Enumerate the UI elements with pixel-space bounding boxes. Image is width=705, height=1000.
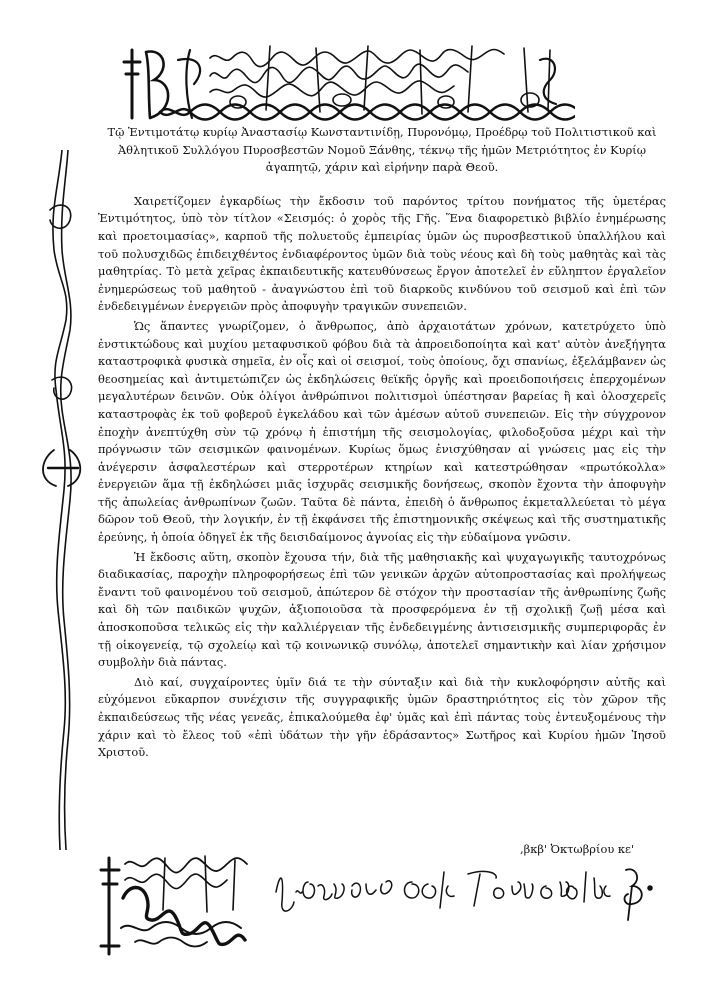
signature-text bbox=[272, 922, 273, 923]
letter-address: Τῷ Ἐντιμοτάτῳ κυρίῳ Ἀναστασίῳ Κωνσταντινίδῃ, Πυρονόμῳ, Προέδρῳ τοῦ Πολιτιστικοῦ καὶ Ἀθλητικοῦ Συλλόγου Πυροσβεστῶν Νομοῦ Ξάνθης, τέκνῳ τῆς ἡμῶν Μετριότητος ἐν Κυρίῳ ἀγαπητῷ, χάριν καὶ εἰρήνην παρὰ Θεοῦ. bbox=[107, 125, 657, 175]
calligraphic-header bbox=[120, 40, 575, 125]
signature-monogram bbox=[95, 850, 265, 960]
handwritten-signature bbox=[272, 862, 672, 922]
letter-paragraph: Χαιρετίζομεν ἐγκαρδίως τὴν ἔκδοσιν τοῦ παρόντος τρίτου πονήματος τῆς ὑμετέρας Ἐντιμότητος, ὑπὸ τὸν τίτλον «Σεισμός: ὁ χορὸς τῆς Γῆς. Ἕνα διαφορετικὸ βιβλίο ἐνημέρωσης καὶ προετοιμασίας», καρποῦ τῆς πολυετοῦς ἐμπειρίας ὑμῶν ὡς πυροσβεστικοῦ ὑπαλλήλου καὶ τοῦ πολυσχιδῶς ἐπιδειχθέντος ἐνδιαφέροντος ὑμῶν διὰ τοὺς νέους καὶ δὴ τοὺς μαθητὰς καὶ τὰς μαθητρίας. Τὸ μετὰ χεῖρας ἐκπαιδευτικῆς κατευθύνσεως ἔργον ἀποτελεῖ ἐν εὔληπτον ἐργαλεῖον ἐνημερώσεως τοῦ μαθητοῦ - ἀναγνώστου ἐπὶ τοῦ διαρκοῦς κινδύνου τοῦ σεισμοῦ καὶ ἐπὶ τῶν ἐνδεδειγμένων ἐνεργειῶν πρὸς ἀποφυγὴν τραγικῶν συνεπειῶν. bbox=[98, 193, 666, 314]
letter-date: ,βκβ' Ὀκτωβρίου κε' bbox=[520, 842, 635, 856]
letter-body bbox=[98, 124, 666, 762]
calligraphy-image bbox=[120, 40, 575, 125]
letter-paragraph: Ἡ ἔκδοσις αὕτη, σκοπὸν ἔχουσα τήν, διὰ τῆς μαθησιακῆς καὶ ψυχαγωγικῆς ταυτοχρόνως διαδικασίας, παροχὴν πληροφορήσεως ἐπὶ τῶν γενικῶν ἀρχῶν αὐτοπροστασίας καὶ προλήψεως ἔναντι τοῦ φαινομένου τοῦ σεισμοῦ, ἀπώτερον δὲ στόχον τὴν προστασίαν τῆς ἀνθρωπίνης ζωῆς καὶ δὴ τῶν παιδικῶν ψυχῶν, ἀξιοποιοῦσα τὰ προσφερόμενα ἐν τῇ σχολικῇ ζωῇ μέσα καὶ ἀποσκοποῦσα τελικῶς εἰς τὴν καλλιέργειαν τῆς ἐνδεδειγμένης ἀντισεισμικῆς συμπεριφορᾶς ἐν τῇ οἰκογενείᾳ, τῷ σχολείῳ καὶ τῷ κοινωνικῷ συνόλῳ, ἀποτελεῖ σημαντικὴν καὶ λίαν χρήσιμον συμβολὴν διὰ πάντας. bbox=[98, 549, 666, 670]
letter-paragraph: Ὡς ἅπαντες γνωρίζομεν, ὁ ἄνθρωπος, ἀπὸ ἀρχαιοτάτων χρόνων, κατετρύχετο ὑπὸ ἐνστικτώδους καὶ μυχίου μεταφυσικοῦ φόβου διὰ τὰ ἀπροειδοποίητα καὶ κατ' αὐτὸν ἀνεξήγητα καταστροφικὰ φυσικὰ σημεῖα, ἐν οἷς καὶ οἱ σεισμοί, τοὺς ὁποίους, ὄχι σπανίως, ἐξελάμβανεν ὡς θεοσημείας καὶ ἀντιμετώπιζεν ὡς ἐκδηλώσεις θεϊκῆς ὀργῆς καὶ προειδοποιήσεις ἐπερχομένων μεγαλυτέρων δεινῶν. Οὐκ ὀλίγοι ἀνθρώπινοι πολιτισμοὶ ὑπέστησαν βαρείας ἢ καὶ ὁλοσχερεῖς καταστροφὰς ἐκ τοῦ φοβεροῦ ἐγκελάδου καὶ τῶν ἀμέσων αὐτοῦ συνεπειῶν. Εἰς τὴν σύγχρονον ἐποχὴν ἀνεπτύχθη σὺν τῷ χρόνῳ ἡ ἐπιστήμη τῆς σεισμολογίας, φιλοδοξοῦσα μέχρι καὶ τὴν πρόγνωσιν τῶν σεισμικῶν φαινομένων. Κυρίως ὅμως ἐνισχύθησαν αἱ γνώσεις μας εἰς τὴν ἀνέγερσιν ἀσφαλεστέρων καὶ στερροτέρων κτηρίων καὶ κατεστρώθησαν «πρωτόκολλα» ἐνεργειῶν ἅμα τῇ ἐκδηλώσει μιᾶς ἰσχυρᾶς σεισμικῆς δονήσεως, σκοπὸν ἔχοντα τὴν ἀποφυγὴν τῆς ἀπωλείας ἀνθρωπίνων ζωῶν. Ταῦτα δὲ πάντα, ἐπειδὴ ὁ ἄνθρωπος ἐκμεταλλεύεται τὸ μέγα δῶρον τοῦ Θεοῦ, τὴν λογικήν, ἐν τῇ ἐκφάνσει τῆς ἐπιστημονικῆς σκέψεως καὶ τῆς συστηματικῆς ἐρεύνης, ἡ ὁποία ὁδηγεῖ ἐκ τῆς δεισιδαίμονος ἀγνοίας εἰς τὴν εὐδαίμονα γνῶσιν. bbox=[98, 318, 666, 545]
letter-paragraph: Διὸ καί, συγχαίροντες ὑμῖν διά τε τὴν σύνταξιν καὶ διὰ τὴν κυκλοφόρησιν αὐτῆς καὶ εὐχόμενοι εὔκαρπον συνέχισιν τῆς συγγραφικῆς ὑμῶν δραστηριότητος εἰς τὸν χῶρον τῆς ἐκπαιδεύσεως τῆς νέας γενεᾶς, ἐπικαλούμεθα ἐφ' ὑμᾶς καὶ ἐπὶ πάντας τοὺς ἐντευξομένους τὴν χάριν καὶ τὸ ἔλεος τοῦ «ἐπὶ ὑδάτων τὴν γῆν ἑδράσαντος» Σωτῆρος καὶ Κυρίου ἡμῶν Ἰησοῦ Χριστοῦ. bbox=[98, 674, 666, 760]
seal-cord bbox=[30, 150, 90, 850]
